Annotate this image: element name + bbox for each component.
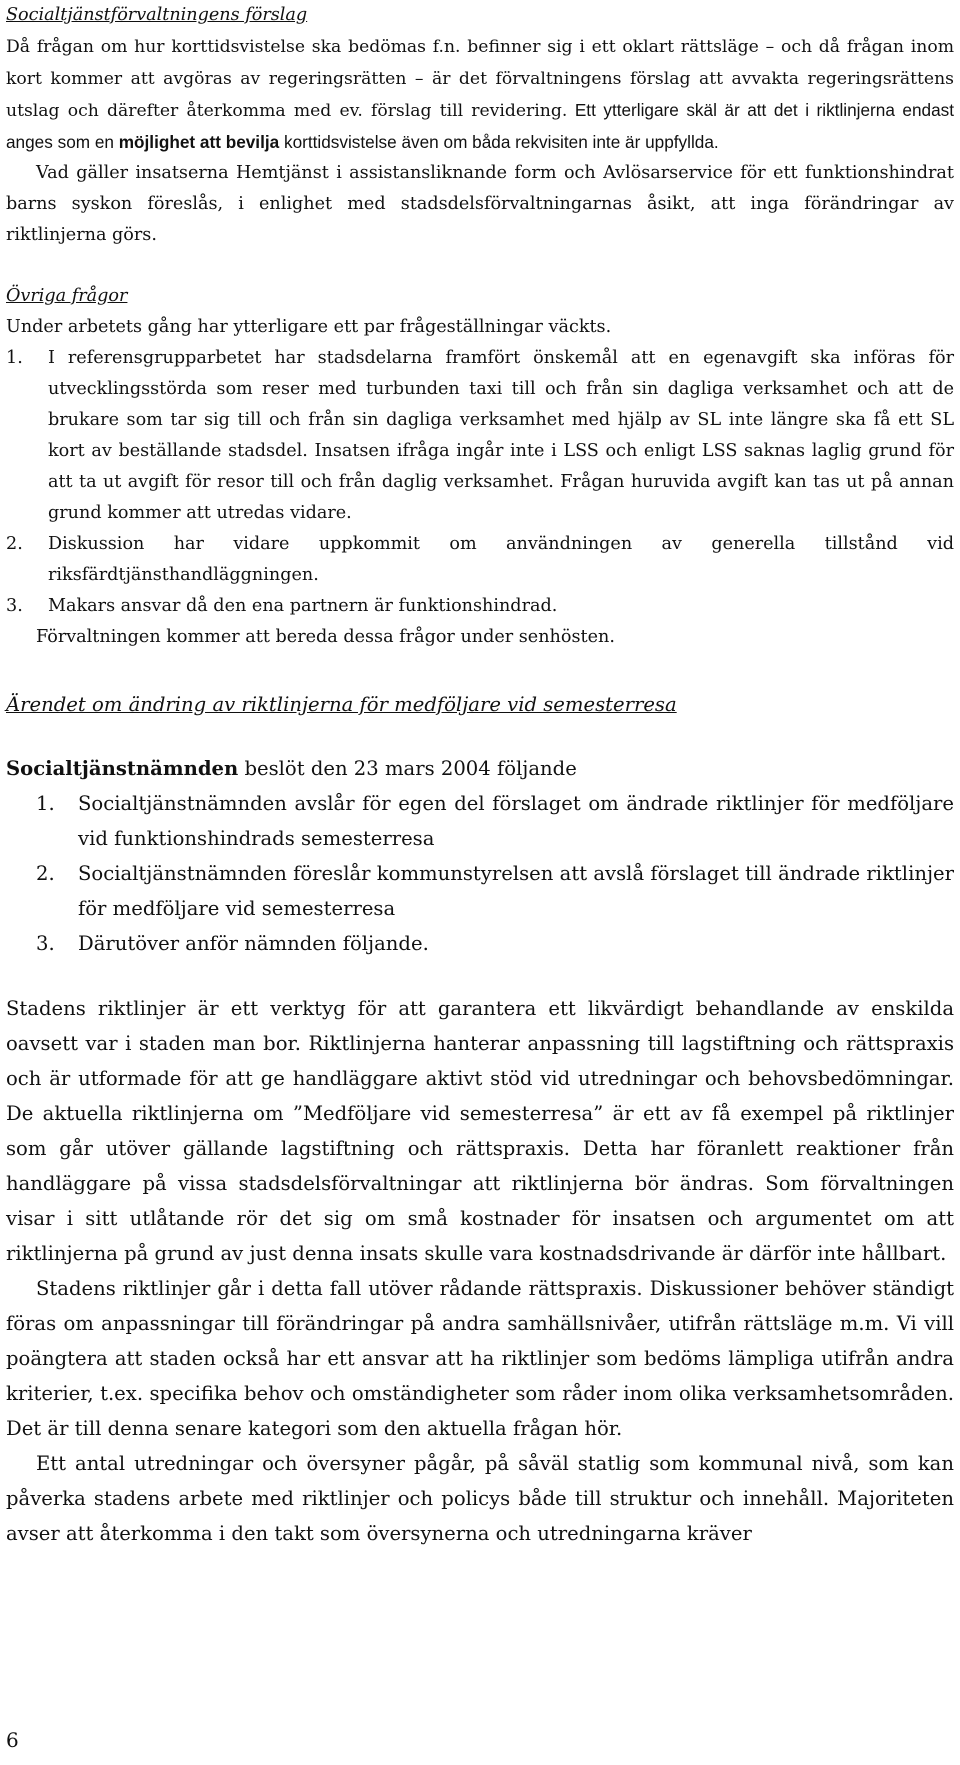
paragraph-ovriga-closing: Förvaltningen kommer att bereda dessa frågor under senhösten. bbox=[36, 627, 615, 647]
list-item bbox=[6, 591, 954, 622]
list-item-text: Socialtjänstnämnden avslår för egen del förslaget om ändrade riktlinjer för medföljare vid funktionshindrads semesterresa bbox=[78, 792, 954, 850]
list-item-text: Därutöver anför nämnden följande. bbox=[78, 932, 429, 955]
list-item-number: 2. bbox=[36, 862, 55, 885]
list-item-number: 3. bbox=[6, 596, 23, 616]
paragraph-legal-status bbox=[6, 31, 954, 158]
list-item-text: Socialtjänstnämnden föreslår kommunstyrelsen att avslå förslaget till ändrade riktlinjer för medföljare vid semesterresa bbox=[78, 862, 954, 920]
paragraph-legal-status-serif: Då frågan om hur korttidsvistelse ska bedömas f.n. befinner sig i ett oklart rättsläge – och då frågan inom kort kommer att avgöras av regeringsrätten – är det förvaltningens förslag att avvakta regeringsrättens utslag och därefter återkomma med ev. förslag till revidering. bbox=[6, 37, 954, 121]
list-item bbox=[6, 529, 954, 591]
list-item-number: 2. bbox=[6, 534, 23, 554]
paragraph-hemtjanst: Vad gäller insatserna Hemtjänst i assistansliknande form och Avlösarservice för ett funktionshindrat barns syskon föreslås, i enlighet med stadsdelsförvaltningarnas åsikt, att inga förändringar av riktlinjerna görs. bbox=[6, 163, 954, 245]
section-heading-ovriga-fragor: Övriga frågor bbox=[6, 286, 128, 306]
section-heading-forvaltningens-forslag: Socialtjänstförvaltningens förslag bbox=[6, 5, 308, 25]
decision-list bbox=[6, 786, 954, 961]
list-item bbox=[6, 786, 954, 856]
paragraph-legal-status-sans: Ett ytterligare skäl är att det i riktlinjerna endast anges som en bbox=[6, 100, 954, 152]
list-item-text: Diskussion har vidare uppkommit om användningen av generella tillstånd vid riksfärdtjänsthandläggningen. bbox=[48, 534, 954, 585]
document-page bbox=[6, 0, 954, 1551]
list-item bbox=[6, 926, 954, 961]
paragraph-stadens-riktlinjer: Stadens riktlinjer är ett verktyg för att garantera ett likvärdigt behandlande av enskilda oavsett var i staden man bor. Riktlinjerna hanterar anpassning till lagstiftning och rättspraxis och är utformade för att ge handläggare aktivt stöd vid utredningar och behovsbedömningar. De aktuella riktlinjerna om ”Medföljare vid semesterresa” är ett av få exempel på riktlinjer som går utöver gällande lagstiftning och rättspraxis. Detta har föranlett reaktioner från handläggare på vissa stadsdelsförvaltningar att riktlinjerna bör ändras. Som förvaltningen visar i sitt utlåtande rör det sig om små kostnader för insatsen och argumentet om att riktlinjerna på grund av just denna insats skulle vara kostnadsdrivande är därför inte hållbart. bbox=[6, 997, 954, 1265]
list-item-text-cont: Insatsen ifråga ingår inte i LSS och enligt LSS saknas laglig grund för att ta ut avgift för resor till och från daglig verksamhet. Frågan huruvida avgift kan tas ut på annan grund kommer att utredas vidare. bbox=[48, 441, 954, 523]
list-item-text: Makars ansvar då den ena partnern är funktionshindrad. bbox=[48, 596, 558, 616]
list-item-number: 3. bbox=[36, 932, 55, 955]
list-item bbox=[6, 856, 954, 926]
page-number: 6 bbox=[6, 1728, 19, 1752]
list-item-number: 1. bbox=[36, 792, 55, 815]
ovriga-fragor-list bbox=[6, 343, 954, 622]
paragraph-legal-status-end: korttidsvistelse även om båda rekvisiten inte är uppfyllda. bbox=[279, 132, 719, 152]
list-item bbox=[6, 343, 954, 529]
paragraph-decision bbox=[6, 751, 954, 786]
list-item-number: 1. bbox=[6, 348, 23, 368]
section-heading-arendet: Ärendet om ändring av riktlinjerna för medföljare vid semesterresa bbox=[6, 693, 677, 716]
decision-text: beslöt den 23 mars 2004 följande bbox=[238, 757, 577, 780]
decision-body: Socialtjänstnämnden bbox=[6, 757, 239, 780]
list-item-text: I referensgrupparbetet har stadsdelarna framfört önskemål att en egenavgift ska införas för utvecklingsstörda som reser med turbunden taxi till och från sin dagliga verksamhet och att de brukare som tar sig till och från sin dagliga verksamhet med hjälp av SL inte längre ska få ett SL kort av beställande stadsdel. bbox=[48, 348, 954, 461]
emphasis-mojlighet: möjlighet att bevilja bbox=[118, 132, 280, 152]
paragraph-ovriga-intro: Under arbetets gång har ytterligare ett par frågeställningar väckts. bbox=[6, 317, 612, 337]
paragraph-utredningar: Ett antal utredningar och översyner pågår, på såväl statlig som kommunal nivå, som kan påverka stadens arbete med riktlinjer och policys både till struktur och innehåll. Majoriteten avser att återkomma i den takt som översynerna och utredningarna kräver bbox=[6, 1452, 954, 1545]
paragraph-rattspraxis: Stadens riktlinjer går i detta fall utöver rådande rättspraxis. Diskussioner behöver ständigt föras om anpassningar till förändringar på andra samhällsnivåer, utifrån rättsläge m.m. Vi vill poängtera att staden också har ett ansvar att ha riktlinjer som bedöms lämpliga utifrån andra kriterier, t.ex. specifika behov och omständigheter som råder inom olika verksamhetsområden. Det är till denna senare kategori som den aktuella frågan hör. bbox=[6, 1277, 954, 1440]
